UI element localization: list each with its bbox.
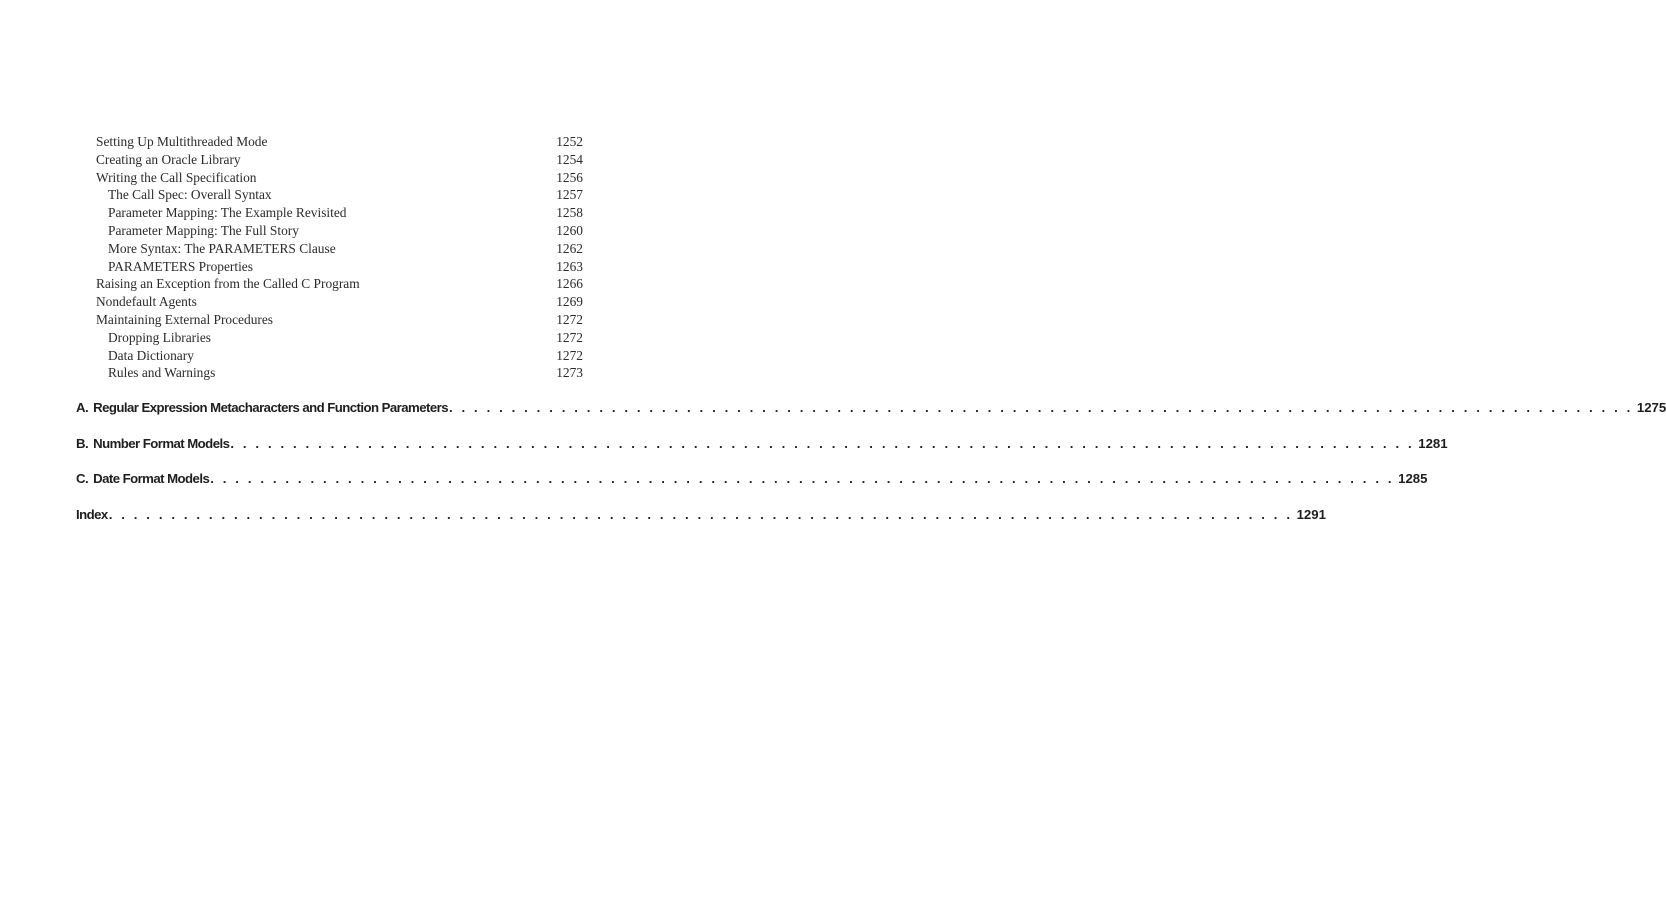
toc-entry-page-number: 1262	[556, 240, 583, 256]
dot-leader: . . . . . . . . . . . . . . . . . . . . . . . . . . . . . . . . . . . . . . . . . . . . . . . . . . . . . . . . . . . . . . . . . . . . . . . . . . . . . . . . . . . . . . . . . . . . . . .	[448, 400, 1633, 415]
toc-entry-title: Parameter Mapping: The Full Story	[108, 222, 299, 238]
toc-entry	[0, 204, 660, 222]
toc-entry-title: Parameter Mapping: The Example Revisited	[108, 205, 347, 221]
toc-appendix-entry	[0, 432, 1448, 468]
toc-entry	[0, 133, 660, 151]
toc-entry-title: PARAMETERS Properties	[108, 258, 253, 274]
appendix-title: Date Format Models	[93, 471, 210, 486]
toc-entry	[0, 169, 660, 187]
toc-entry-page-number: 1272	[556, 329, 583, 345]
toc-entry-title: Nondefault Agents	[96, 294, 197, 310]
toc-entry-title: Maintaining External Procedures	[96, 311, 274, 327]
toc-appendix-list	[0, 396, 1666, 538]
dot-leader: . . . . . . . . . . . . . . . . . . . . . . . . . . . . . . . . . . . . . . . . . . . . . . . . . . . . . . . . . . . . . . . . . . . . . . . . . . . . . . . . . . . . . . . . . . . . . . .	[108, 506, 1293, 522]
toc-entry-title: The Call Spec: Overall Syntax	[108, 187, 272, 203]
toc-entry	[0, 258, 660, 276]
appendix-page-number: 1275	[1636, 400, 1666, 415]
toc-entry-page-number: 1269	[556, 294, 583, 310]
toc-entry	[0, 311, 660, 329]
toc-entry	[0, 293, 660, 311]
appendix-page-number: 1285	[1398, 471, 1428, 486]
toc-entry-page-number: 1257	[556, 187, 583, 203]
toc-entry-title: Creating an Oracle Library	[96, 151, 241, 167]
toc-entry	[0, 347, 660, 365]
appendix-title: Regular Expression Metacharacters and Function Parameters	[93, 400, 448, 415]
toc-entry	[0, 186, 660, 204]
appendix-letter: A.	[76, 400, 89, 415]
toc-entry-page-number: 1263	[556, 258, 583, 274]
dot-leader: . . . . . . . . . . . . . . . . . . . . . . . . . . . . . . . . . . . . . . . . . . . . . . . . . . . . . . . . . . . . . . . . . . . . . . . . . . . . . . . . . . . . . . . . . . . . . . .	[230, 435, 1415, 451]
toc-entry-page-number: 1258	[556, 205, 583, 221]
toc-entry	[0, 240, 660, 258]
toc-entry	[0, 329, 660, 347]
toc-entry-page-number: 1272	[556, 347, 583, 363]
toc-appendix-entry	[0, 396, 1666, 432]
appendix-letter: B.	[76, 435, 89, 451]
toc-entry-title: Rules and Warnings	[108, 365, 216, 381]
index-page-number: 1291	[1296, 506, 1326, 522]
toc-entry-title: More Syntax: The PARAMETERS Clause	[108, 240, 336, 256]
toc-entry-title: Raising an Exception from the Called C Program	[96, 276, 360, 292]
appendix-letter: C.	[76, 471, 89, 486]
toc-entry-page-number: 1272	[556, 311, 583, 327]
toc-entry-title: Setting Up Multithreaded Mode	[96, 134, 268, 149]
toc-subsection-list	[0, 133, 660, 382]
appendix-page-number: 1281	[1418, 435, 1448, 451]
toc-entry-page-number: 1260	[556, 222, 583, 238]
appendix-title: Number Format Models	[93, 435, 230, 451]
toc-appendix-entry	[0, 467, 1428, 503]
toc-entry-page-number: 1252	[556, 134, 583, 149]
toc-entry	[0, 364, 660, 382]
toc-entry-page-number: 1273	[556, 365, 583, 381]
index-title: Index	[76, 506, 108, 522]
dot-leader: . . . . . . . . . . . . . . . . . . . . . . . . . . . . . . . . . . . . . . . . . . . . . . . . . . . . . . . . . . . . . . . . . . . . . . . . . . . . . . . . . . . . . . . . . . . . . . .	[210, 471, 1395, 486]
toc-index-entry	[0, 503, 1326, 539]
toc-entry-page-number: 1256	[556, 169, 583, 185]
toc-entry-page-number: 1266	[556, 276, 583, 292]
toc-entry-title: Writing the Call Specification	[96, 169, 257, 185]
toc-entry	[0, 275, 660, 293]
toc-entry	[0, 222, 660, 240]
toc-entry-title: Data Dictionary	[108, 347, 194, 363]
toc-entry	[0, 151, 660, 169]
toc-entry-title: Dropping Libraries	[108, 329, 212, 345]
toc-entry-page-number: 1254	[556, 151, 583, 167]
